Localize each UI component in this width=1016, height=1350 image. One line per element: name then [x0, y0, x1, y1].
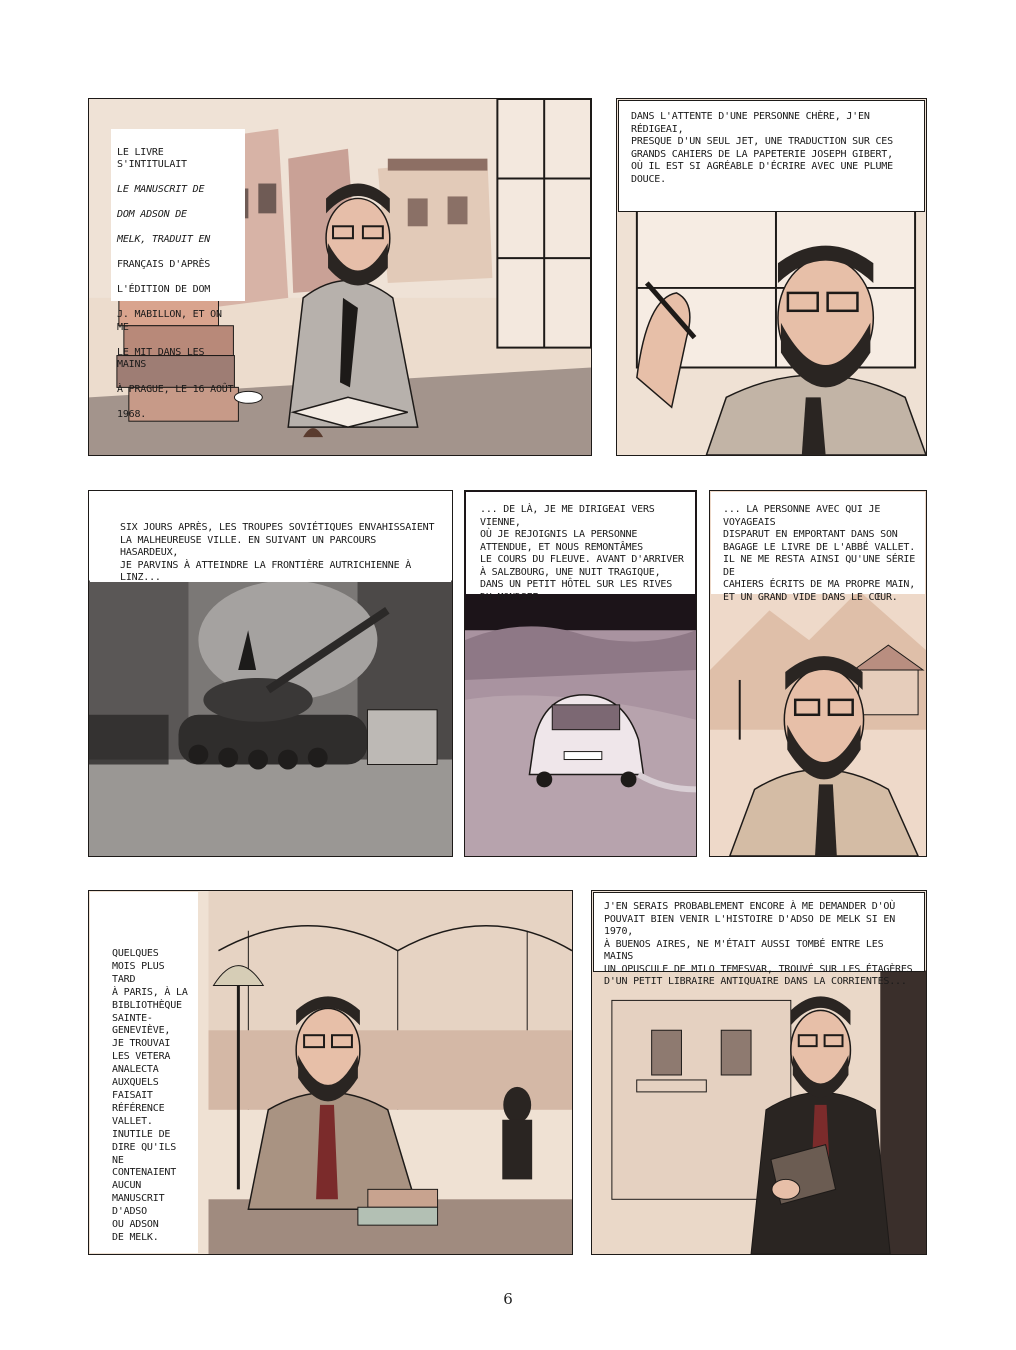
caption-personne-disparut: ... LA PERSONNE AVEC QUI JE VOYAGEAIS DISPARUT EN EMPORTANT DANS SON BAGAGE LE LIVRE DE L'ABBÉ VALLET. IL NE ME RESTA AINSI QU'UNE SÉRIE DE CAHIERS ÉCRITS DE MA PROPRE MAIN, ET UN GRAND VIDE DANS LE CŒUR. [711, 492, 925, 594]
caption-de-la-vienne: ... DE LÀ, JE ME DIRIGEAI VERS VIENNE, OÙ JE REJOIGNIS LA PERSONNE ATTENDUE, ET NOUS REMONTÂMES LE COURS DU FLEUVE. AVANT D'ARRIVER À SALZBOURG, UNE NUIT TRAGIQUE, DANS UN PETIT HÔTEL SUR LES RIVES DU MONDSEE... [466, 492, 695, 594]
caption-six-jours: SIX JOURS APRÈS, LES TROUPES SOVIÉTIQUES ENVAHISSAIENT LA MALHEUREUSE VILLE. EN SUIVANT UN PARCOURS HASARDEUX, JE PARVINS À ATTEINDRE LA FRONTIÈRE AUTRICHIENNE À LINZ... [90, 492, 451, 582]
caption-quelques-mois: QUELQUES MOIS PLUS TARD À PARIS, À LA BIBLIOTHÈQUE SAINTE- GENEVIÈVE, JE TROUVAI LES VETERA ANALECTA AUXQUELS FAISAIT RÉFÉRENCE VALLET. INUTILE DE DIRE QU'ILS NE CONTENAIENT AUCUN MANUSCRIT D'ADSO OU ADSON DE MELK. [90, 892, 198, 1253]
page-number: 6 [503, 1290, 513, 1308]
caption-buenos-aires: J'EN SERAIS PROBABLEMENT ENCORE À ME DEMANDER D'OÙ POUVAIT BIEN VENIR L'HISTOIRE D'ADSO DE MELK SI EN 1970, À BUENOS AIRES, NE M'ÉTAIT AUSSI TOMBÉ ENTRE LES MAINS UN OPUSCULE DE MILO TEMESVAR, TROUVÉ SUR LES ÉTAGÈRES D'UN PETIT LIBRAIRE ANTIQUAIRE DANS LA CORRIENTES... [593, 892, 925, 972]
caption-attente-personne: DANS L'ATTENTE D'UNE PERSONNE CHÈRE, J'EN RÉDIGEAI, PRESQUE D'UN SEUL JET, UNE TRADUCTION SUR CES GRANDS CAHIERS DE LA PAPETERIE JOSEPH GIBERT, OÙ IL EST SI AGRÉABLE D'ÉCRIRE AVEC UNE PLUME DOUCE. [618, 100, 925, 212]
caption-line-1: LE LIVRE S'INTITULAIT [117, 146, 187, 170]
caption-line-7: J. MABILLON, ET ON ME [117, 309, 222, 333]
panel-prague-reading [88, 98, 592, 456]
panel-lost-book [709, 490, 927, 857]
panel-night-drive [464, 490, 697, 857]
caption-line-6: L'ÉDITION DE DOM [117, 284, 211, 295]
caption-line-3-title: DOM ADSON DE [117, 209, 187, 220]
caption-line-4-title: MELK, TRADUIT EN [117, 234, 211, 245]
caption-line-10: 1968. [117, 409, 147, 420]
caption-line-2-title: LE MANUSCRIT DE [117, 184, 205, 195]
caption-line-5: FRANÇAIS D'APRÈS [117, 259, 211, 270]
caption-line-9: À PRAGUE, LE 16 AOÛT [117, 384, 234, 395]
panel-writing-translation [616, 98, 927, 456]
caption-livre-intitulait [111, 129, 245, 420]
panel-buenos-aires [591, 890, 927, 1255]
panel-library-paris [88, 890, 573, 1255]
panel-soviet-tanks [88, 490, 453, 857]
caption-line-8: LE MIT DANS LES MAINS [117, 346, 205, 370]
caption-line-4 [117, 234, 239, 247]
